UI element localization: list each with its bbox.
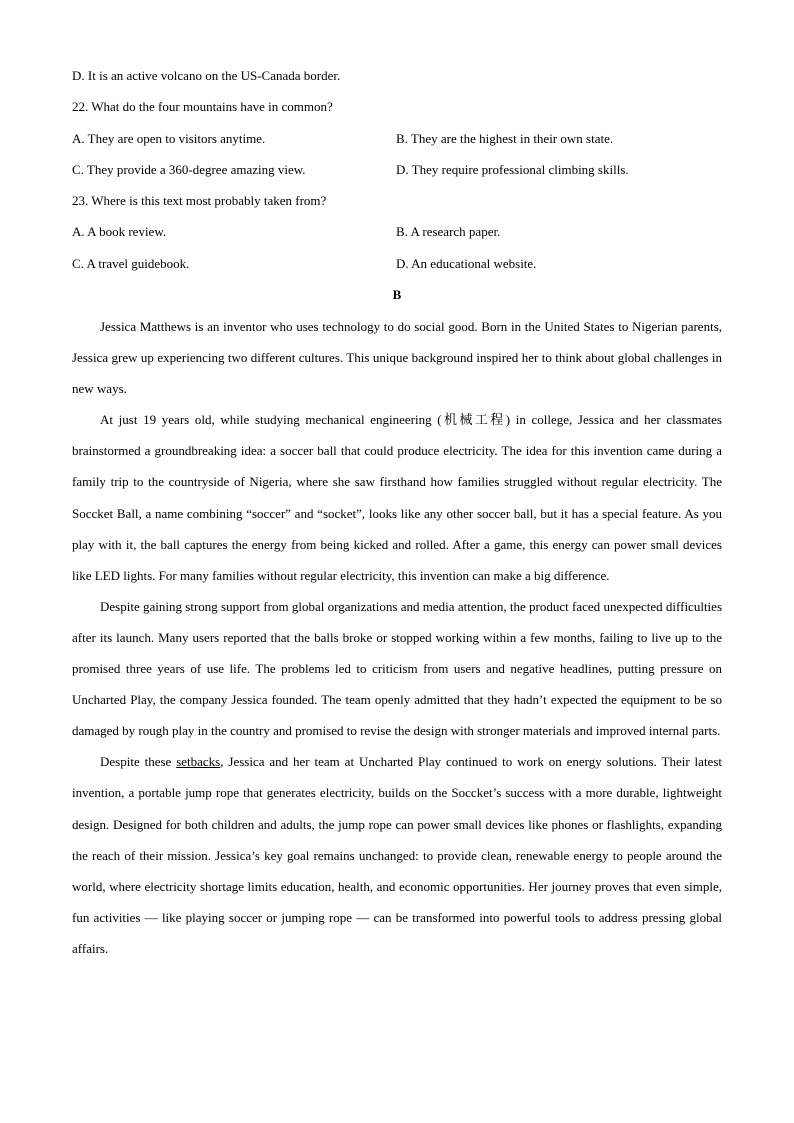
paragraph-4-rest: , Jessica and her team at Uncharted Play continued to work on energy solutions. Their latest invention, a portable jump rope that generates electricity, builds on the Soccket’s success with a more durable, lightweight design. Designed for both children and adults, the jump rope can power small devices like phones or flashlights, expanding the reach of their mission. Jessica’s key goal remains unchanged: to provide clean, renewable energy to people around the world, where electricity shortage limits education, health, and economic opportunities. Her journey proves that even simple, fun activities — like playing soccer or jumping rope — can be transformed into powerful tools to address pressing global affairs. [72,754,722,956]
q23-option-c: C. A travel guidebook. [72,256,190,271]
passage-paragraph-4 [72,746,722,964]
section-title: B [392,287,402,302]
q22-option-d: D. They require professional climbing skills. [396,162,629,177]
q23-question: 23. Where is this text most probably taken from? [72,193,327,208]
q23-option-a: A. A book review. [72,224,167,239]
passage-paragraph-2: At just 19 years old, while studying mechanical engineering (机械工程) in college, Jessica and her classmates brainstormed a groundbreaking idea: a soccer ball that could produce electricity. The idea for this invention came during a family trip to the countryside of Nigeria, where she saw firsthand how families struggled without regular electricity. The Soccket Ball, a name combining “soccer” and “socket”, looks like any other soccer ball, but it has a special feature. As you play with it, the ball captures the energy from being kicked and rolled. After a game, this energy can power small devices like LED lights. For many families without regular electricity, this invention can make a big difference. [72,412,722,583]
passage [72,311,722,964]
q21-option-d: D. It is an active volcano on the US-Canada border. [72,68,341,83]
q22-option-c: C. They provide a 360-degree amazing view. [72,162,306,177]
passage-paragraph-3: Despite gaining strong support from global organizations and media attention, the product faced unexpected difficulties after its launch. Many users reported that the balls broke or stopped working within a few months, failing to live up to the promised three years of use life. The problems led to criticism from users and negative headlines, putting pressure on Uncharted Play, the company Jessica founded. The team openly admitted that they hadn’t expected the equipment to be so damaged by rough play in the country and promised to revise the design with stronger materials and improved internal parts. [72,598,722,739]
q22-option-b: B. They are the highest in their own state. [396,131,614,146]
q23-option-b: B. A research paper. [396,224,501,239]
paragraph-4-start: Despite these [100,754,177,770]
q22-option-a: A. They are open to visitors anytime. [72,131,266,146]
passage-paragraph-1: Jessica Matthews is an inventor who uses technology to do social good. Born in the United States to Nigerian parents, Jessica grew up experiencing two different cultures. This unique background inspired her to think about global challenges in new ways. [72,319,722,397]
q22-question: 22. What do the four mountains have in common? [72,99,333,114]
underlined-word-setbacks: setbacks [176,754,221,770]
q23-option-d: D. An educational website. [396,256,537,271]
